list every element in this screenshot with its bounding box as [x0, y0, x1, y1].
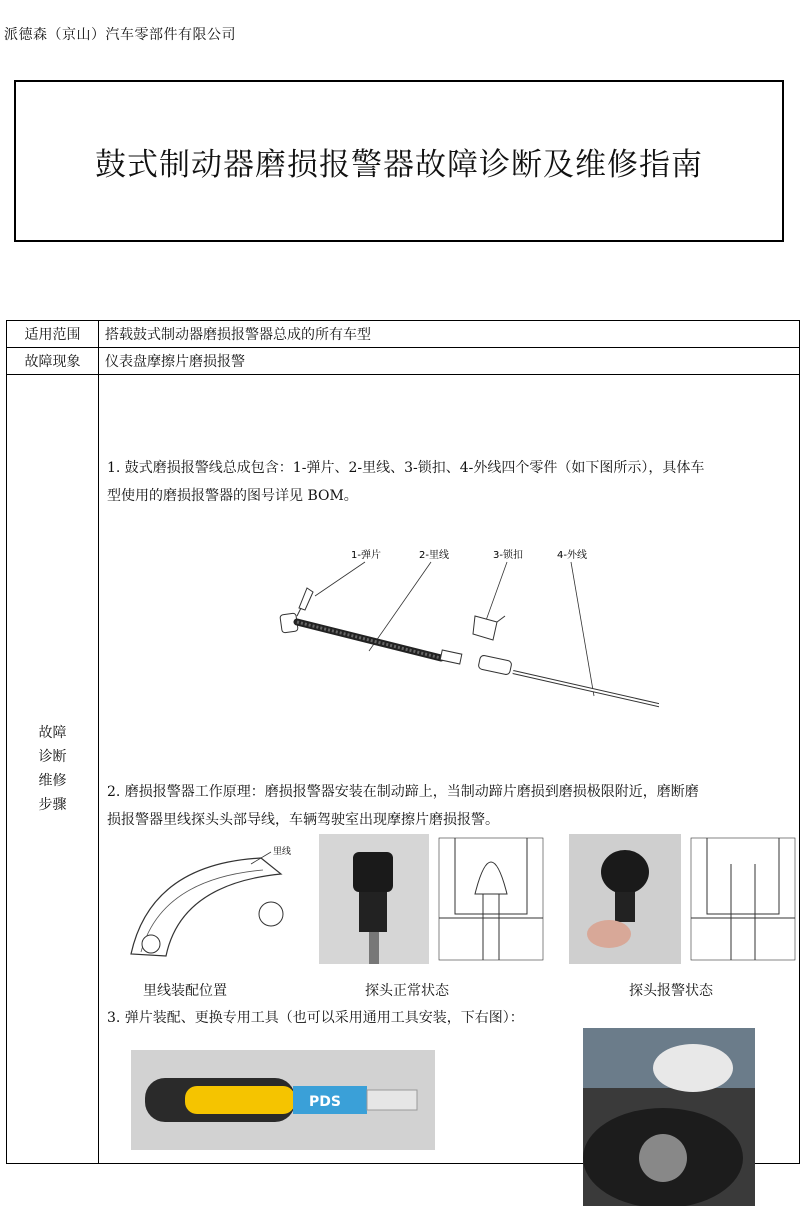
page-title: 鼓式制动器磨损报警器故障诊断及维修指南 — [95, 146, 703, 183]
part-label-4: 4-外线 — [557, 550, 587, 561]
table-row — [7, 375, 800, 1164]
caption-assembly-position: 里线装配位置 — [143, 983, 227, 999]
scope-label: 适用范围 — [7, 321, 99, 348]
part-label-3: 3-锁扣 — [493, 550, 523, 561]
table-row — [7, 348, 800, 375]
tool-brand: PDS — [309, 1094, 341, 1110]
guide-table — [6, 320, 800, 1164]
probe-alarm-photo — [569, 834, 681, 964]
lock-clip-icon — [473, 616, 505, 640]
steps-content — [99, 375, 800, 1164]
outer-wire-icon — [478, 655, 659, 728]
steps-label-line: 步骤 — [38, 797, 67, 813]
inner-wire-callout: 里线 — [273, 847, 291, 857]
probe-normal-photo — [319, 834, 429, 964]
symptom-label: 故障现象 — [7, 348, 99, 375]
title-box — [14, 80, 784, 242]
table-row — [7, 321, 800, 348]
symptom-value: 仪表盘摩擦片磨损报警 — [99, 348, 800, 375]
install-photo — [583, 1028, 755, 1206]
step2-line1: 2. 磨损报警器工作原理：磨损报警器安装在制动蹄上，当制动蹄片磨损到磨损极限附近，磨断磨 — [107, 784, 699, 800]
step1-line2: 型使用的磨损报警器的图号详见 BOM。 — [107, 488, 358, 504]
steps-label — [7, 375, 99, 1164]
caption-probe-alarm: 探头报警状态 — [629, 983, 713, 999]
step2-line2: 损报警器里线探头头部导线，车辆驾驶室出现摩擦片磨损报警。 — [107, 812, 499, 828]
parts-diagram — [179, 536, 659, 756]
tool-photo — [131, 1050, 435, 1150]
probe-alarm-section — [687, 834, 799, 964]
step1-line1: 1. 鼓式磨损报警线总成包含：1-弹片、2-里线、3-锁扣、4-外线四个零件（如下图所示），具体车 — [107, 460, 705, 476]
probe-normal-section — [435, 834, 547, 964]
scope-value: 搭载鼓式制动器磨损报警器总成的所有车型 — [99, 321, 800, 348]
spring-clip-icon — [297, 588, 313, 616]
step3-text: 3. 弹片装配、更换专用工具（也可以采用通用工具安装，下右图）： — [107, 1010, 524, 1026]
steps-label-line: 诊断 — [38, 749, 67, 765]
part-label-1: 1-弹片 — [351, 550, 381, 561]
brake-shoe-drawing — [111, 844, 291, 964]
steps-label-line: 故障 — [38, 725, 67, 741]
part-label-2: 2-里线 — [419, 550, 449, 561]
inner-wire-icon — [280, 613, 462, 664]
steps-label-line: 维修 — [38, 773, 67, 789]
caption-probe-normal: 探头正常状态 — [365, 983, 449, 999]
company-name: 派德森（京山）汽车零部件有限公司 — [4, 27, 236, 43]
